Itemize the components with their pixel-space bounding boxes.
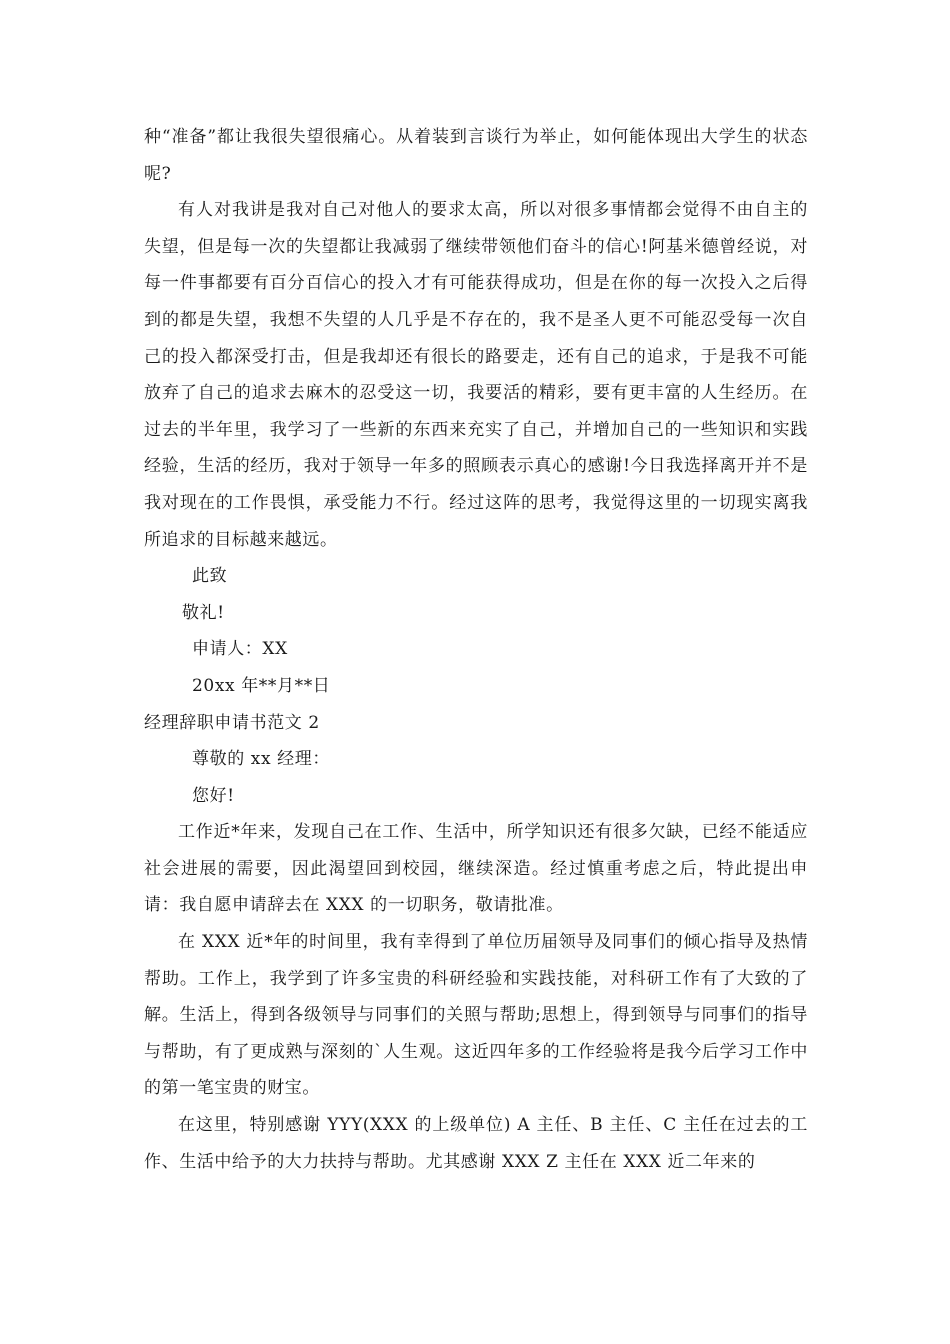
closing-cizhi: 此致 [192, 566, 228, 587]
section-title: 经理辞职申请书范文 2 [144, 712, 320, 733]
closing-jingli: 敬礼! [182, 602, 225, 623]
salutation: 尊敬的 xx 经理： [192, 749, 330, 770]
paragraph-thanks: 在这里，特别感谢 YYY(XXX 的上级单位) A 主任、B 主任、C 主任在过去的工作、生活中给予的大力扶持与帮助。尤其感谢 XXX Z 主任在 XXX 近二年来的 [144, 1115, 808, 1172]
paragraph-resignation-reason: 工作近*年来，发现自己在工作、生活中，所学知识还有很多欠缺，已经不能适应社会进展的需要，因此渴望回到校园，继续深造。经过慎重考虑之后，特此提出申请：我自愿申请辞去在 XXX 的一切职务，敬请批准。 [144, 822, 808, 916]
paragraph-disappointment: 有人对我讲是我对自己对他人的要求太高，所以对很多事情都会觉得不由自主的失望，但是每一次的失望都让我减弱了继续带领他们奋斗的信心!阿基米德曾经说，对每一件事都要有百分百信心的投入才有可能获得成功，但是在你的每一次投入之后得到的都是失望，我想不失望的人几乎是不存在的，我不是圣人更不可能忍受每一次自己的投入都深受打击，但是我却还有很长的路要走，还有自己的追求，于是我不可能放弃了自己的追求去麻木的忍受这一切，我要活的精彩，要有更丰富的人生经历。在过去的半年里，我学习了一些新的东西来充实了自己，并增加自己的一些知识和实践经验，生活的经历，我对于领导一年多的照顾表示真心的感谢!今日我选择离开并不是我对现在的工作畏惧，承受能力不行。经过这阵的思考，我觉得这里的一切现实离我所追求的目标越来越远。 [144, 200, 808, 550]
greeting: 您好! [192, 785, 235, 806]
paragraph-gratitude: 在 XXX 近*年的时间里，我有幸得到了单位历届领导及同事们的倾心指导及热情帮助。工作上，我学到了许多宝贵的科研经验和实践技能，对科研工作有了大致的了解。生活上，得到各级领导与同事们的关照与帮助;思想上，得到领导与同事们的指导与帮助，有了更成熟与深刻的`人生观。这近四年多的工作经验将是我今后学习工作中的第一笔宝贵的财宝。 [144, 932, 808, 1099]
applicant-line: 申请人：XX [192, 639, 288, 660]
date-line: 20xx 年**月**日 [192, 675, 331, 696]
document-body [144, 119, 808, 1180]
paragraph-continuation: 种“准备”都让我很失望很痛心。从着装到言谈行为举止，如何能体现出大学生的状态呢? [144, 127, 808, 184]
